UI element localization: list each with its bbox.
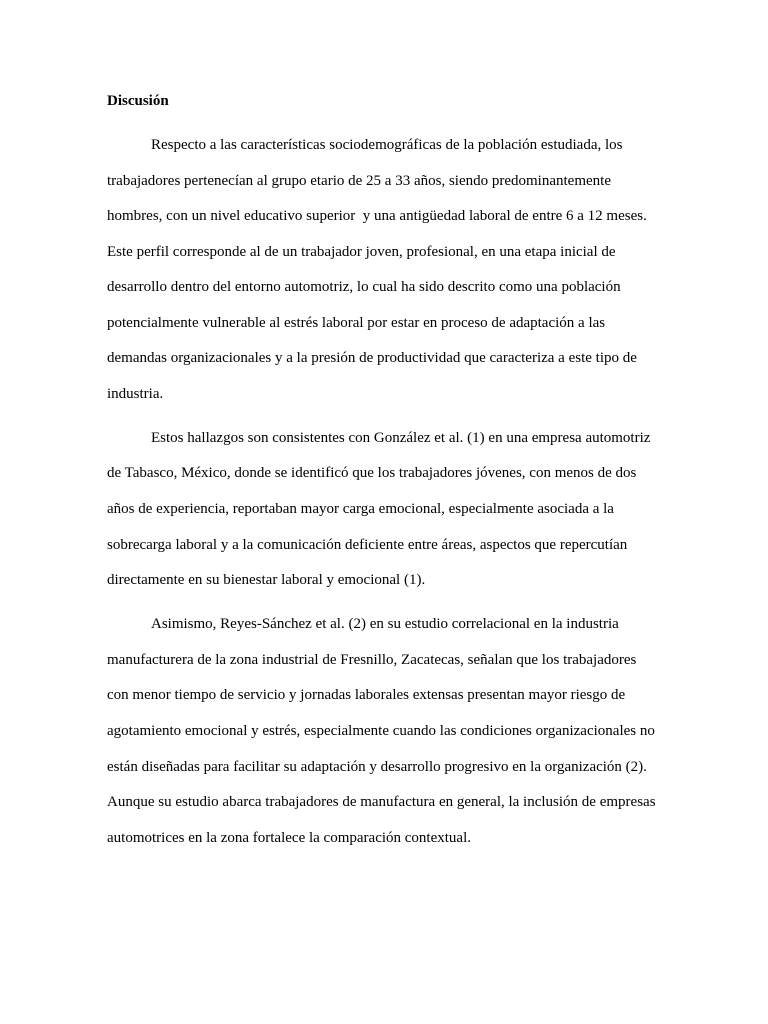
paragraph-line: hombres, con un nivel educativo superior y una antigüedad laboral de entre 6 a 12 meses. (107, 208, 647, 224)
section-heading: Discusión (107, 93, 169, 109)
paragraph-line: directamente en su bienestar laboral y emocional (1). (107, 572, 426, 588)
paragraph-line: años de experiencia, reportaban mayor carga emocional, especialmente asociada a la (107, 501, 614, 517)
paragraph-line: manufacturera de la zona industrial de Fresnillo, Zacatecas, señalan que los trabajadores (107, 652, 637, 668)
paragraph-line: agotamiento emocional y estrés, especialmente cuando las condiciones organizacionales no (107, 723, 655, 739)
paragraph-line: están diseñadas para facilitar su adaptación y desarrollo progresivo en la organización (2). (107, 759, 647, 775)
paragraph-line: industria. (107, 386, 164, 402)
paragraph-line: desarrollo dentro del entorno automotriz, lo cual ha sido descrito como una población (107, 279, 621, 295)
paragraph-line: potencialmente vulnerable al estrés laboral por estar en proceso de adaptación a las (107, 315, 606, 331)
paragraph-line: automotrices en la zona fortalece la comparación contextual. (107, 830, 471, 846)
paragraph-line: con menor tiempo de servicio y jornadas laborales extensas presentan mayor riesgo de (107, 687, 626, 703)
paragraph-line: demandas organizacionales y a la presión de productividad que caracteriza a este tipo de (107, 350, 637, 366)
paragraph-line: sobrecarga laboral y a la comunicación deficiente entre áreas, aspectos que repercutían (107, 537, 628, 553)
paragraph-line: Estos hallazgos son consistentes con González et al. (1) en una empresa automotriz (151, 430, 651, 446)
paragraph-line: trabajadores pertenecían al grupo etario de 25 a 33 años, siendo predominantemente (107, 173, 611, 189)
paragraph-line: Aunque su estudio abarca trabajadores de manufactura en general, la inclusión de empresas (107, 794, 656, 810)
paragraph-line: de Tabasco, México, donde se identificó que los trabajadores jóvenes, con menos de dos (107, 465, 637, 481)
paragraph-line: Asimismo, Reyes-Sánchez et al. (2) en su estudio correlacional en la industria (151, 616, 619, 632)
paragraph-line: Respecto a las características sociodemográficas de la población estudiada, los (151, 137, 623, 153)
paragraph-line: Este perfil corresponde al de un trabajador joven, profesional, en una etapa inicial de (107, 244, 616, 260)
